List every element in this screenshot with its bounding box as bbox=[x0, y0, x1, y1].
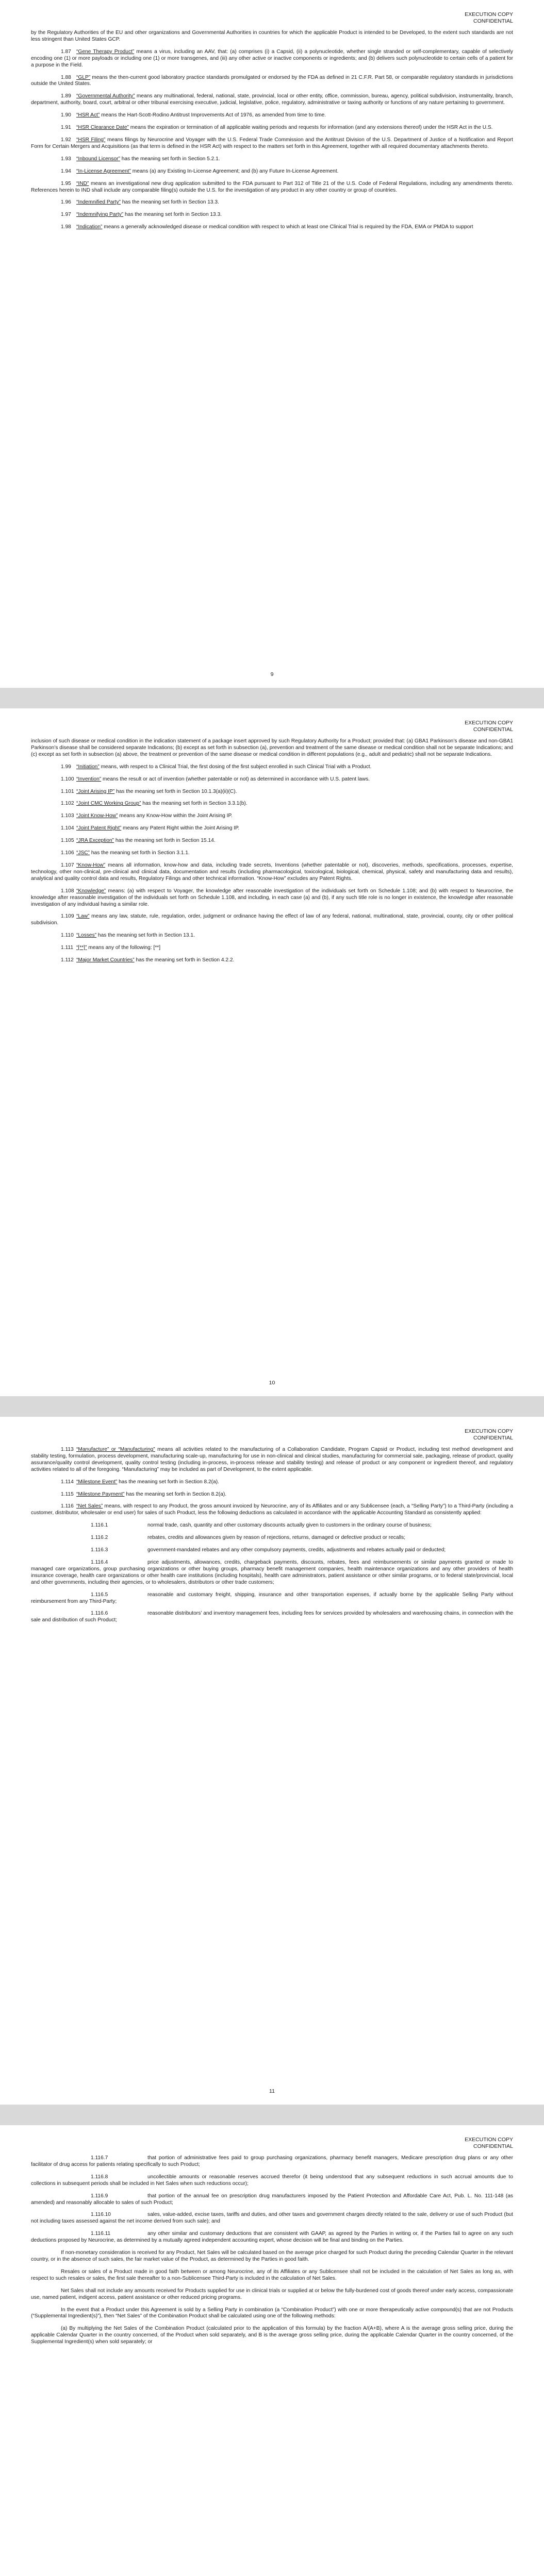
defined-term: “Joint CMC Working Group” bbox=[76, 801, 141, 807]
body-paragraph bbox=[31, 30, 513, 43]
defined-term: “Major Market Countries” bbox=[76, 957, 135, 963]
paragraph-text: means all activities related to the manufacturing of a Collaboration Candidate, Program Capsid or Product, including test method development and stability testing, formulation, process development, manufacturing scale-up, manufacturing for use in non-clinical and clinical studies, manufacturing for commercial sale, packaging, release of product, quality assurance/quality control development, quality control testing (including in-process, in-process release and stability testing) and release of product or any component or ingredient thereof, and regulatory activities related to all of the foregoing. “Manufacturing” may be included as part of Development, to the extent applicable. bbox=[31, 1447, 513, 1472]
defined-term: “IND” bbox=[76, 180, 89, 187]
sub-clause-paragraph bbox=[31, 1592, 513, 1605]
section-number: 1.93 bbox=[61, 156, 71, 162]
section-number: 1.100 bbox=[61, 776, 74, 782]
defined-term: “Joint Patent Right” bbox=[76, 825, 122, 832]
defined-term: “GLP” bbox=[76, 74, 91, 80]
page-number: 9 bbox=[270, 671, 274, 677]
paragraph-text: If non-monetary consideration is received for any Product, Net Sales will be calculated based on the average price charged for such Product during the preceding Calendar Quarter in the relevant country, or in the absence of such sales, the fair market value of the Product, as determined by the Parties in good faith. bbox=[31, 2250, 513, 2262]
definition-paragraph bbox=[31, 862, 513, 883]
definition-paragraph bbox=[31, 112, 513, 119]
defined-term: “Milestone Payment” bbox=[76, 1491, 125, 1497]
definition-paragraph bbox=[31, 212, 513, 218]
page-header bbox=[31, 720, 513, 733]
sub-clause-number: 1.116.2 bbox=[91, 1535, 108, 1541]
sub-clause-number: 1.116.11 bbox=[91, 2231, 111, 2237]
confidential-label: CONFIDENTIAL bbox=[473, 18, 513, 24]
body-paragraph bbox=[31, 2307, 513, 2320]
page-10 bbox=[0, 708, 544, 1396]
sub-clause-paragraph bbox=[31, 1611, 513, 1624]
section-number: 1.111 bbox=[61, 945, 73, 951]
definition-paragraph bbox=[31, 181, 513, 194]
paragraph-text: means, with respect to any Product, the gross amount invoiced by Neurocrine, any of its Affiliates and or any Sublicensee (each, a “Selling Party”) to a Third-Party (including a customer, distributor, wholesaler or end user) for sales of such Product, less the following deductions as calculated in accordance with the applicable Accounting Standard as consistently applied: bbox=[31, 1503, 513, 1516]
body-paragraph bbox=[31, 2288, 513, 2301]
paragraph-text: has the meaning set forth in Section 13.1. bbox=[96, 933, 195, 939]
definition-paragraph bbox=[31, 801, 513, 807]
paragraph-text: means: (a) with respect to Voyager, the knowledge after reasonable investigation of the individuals set forth on Schedule 1.108; and (b) with respect to Neurocrine, the knowledge after reasonable investigation of the individuals set forth on Schedule 1.108, and including, in each case (a) and (b), if any such title role is no longer in existence, the knowledge after reasonable investigation of any individual having a similar role. bbox=[31, 888, 513, 907]
definition-paragraph bbox=[31, 224, 513, 231]
section-number: 1.107 bbox=[61, 862, 74, 868]
defined-term: “Joint Know-How” bbox=[76, 813, 118, 819]
paragraph-text: has the meaning set forth in Section 8.2(a). bbox=[124, 1491, 227, 1497]
definition-paragraph bbox=[31, 789, 513, 795]
sub-clause-paragraph bbox=[31, 1535, 513, 1541]
section-number: 1.89 bbox=[61, 93, 71, 99]
paragraph-text: means the expiration or termination of all applicable waiting periods and requests for information (and any extensions thereof) under the HSR Act in the U.S. bbox=[128, 125, 493, 131]
section-number: 1.113 bbox=[61, 1447, 74, 1452]
definition-paragraph bbox=[31, 1503, 513, 1517]
sub-clause-paragraph bbox=[31, 2231, 513, 2244]
defined-term: “Manufacture” or “Manufacturing” bbox=[76, 1447, 155, 1452]
definition-paragraph bbox=[31, 776, 513, 783]
section-number: 1.87 bbox=[61, 48, 71, 55]
paragraph-text: has the meaning set forth in Section 5.2.1. bbox=[120, 156, 220, 162]
paragraph-text: means, with respect to a Clinical Trial, the first dosing of the first subject enrolled in such Clinical Trial with a Product. bbox=[99, 764, 372, 770]
paragraph-text: means the Hart-Scott-Rodino Antitrust Improvements Act of 1976, as amended from time to time. bbox=[100, 112, 326, 118]
defined-term: “Joint Arising IP” bbox=[76, 788, 115, 794]
definition-paragraph bbox=[31, 1479, 513, 1486]
defined-term: “JRA Exception” bbox=[76, 838, 114, 844]
section-number: 1.91 bbox=[61, 125, 71, 131]
sub-clause-number: 1.116.4 bbox=[91, 1559, 108, 1565]
paragraph-text: has the meaning set forth in Section 4.2.2. bbox=[134, 957, 235, 963]
section-number: 1.97 bbox=[61, 212, 71, 218]
body-paragraph bbox=[31, 738, 513, 758]
paragraph-text: means any Know-How within the Joint Arising IP. bbox=[118, 813, 233, 819]
sub-clause-paragraph bbox=[31, 1522, 513, 1529]
paragraph-text: Net Sales shall not include any amounts received for Products supplied for use in clinical trials or supplied at or below the fully-burdened cost of goods thereof under early access, compassionate use, named patient, indigent access, patient assistance or other reduced pricing programs. bbox=[31, 2287, 513, 2300]
defined-term: “Know-How” bbox=[76, 862, 106, 868]
defined-term: “JSC” bbox=[76, 850, 90, 856]
body-paragraph bbox=[31, 2250, 513, 2263]
defined-term: “Indemnifying Party” bbox=[76, 212, 124, 218]
page-header bbox=[31, 1428, 513, 1442]
paragraph-text: In the event that a Product under this Agreement is sold by a Selling Party in combination (a “Combination Product”) with one or more therapeutically active compound(s) that are not Products (“Supplemental Ingredient(s)”), then “Net Sales” of the Combination Product shall be calculated using one of the following methods: bbox=[31, 2307, 513, 2319]
defined-term: “Knowledge” bbox=[76, 888, 106, 894]
section-number: 1.114 bbox=[61, 1479, 74, 1485]
paragraph-text: has the meaning set forth in Section 8.2(a). bbox=[117, 1479, 219, 1485]
page-body bbox=[31, 738, 513, 964]
confidential-label: CONFIDENTIAL bbox=[473, 2143, 513, 2149]
defined-term: “Milestone Event” bbox=[76, 1479, 118, 1485]
paragraph-text: any other similar and customary deductions that are consistent with GAAP, as agreed by the Parties in writing or, if the Parties fail to agree on any such deductions proposed by Neurocrine, as determined by a mutually agreed independent accounting expert, whose decision will be final and binding on the Parties. bbox=[31, 2231, 513, 2244]
paragraph-text: means the result or act of invention (whether patentable or not) as determined in accordance with U.S. patent laws. bbox=[101, 776, 370, 782]
definition-paragraph bbox=[31, 825, 513, 832]
sub-clause-number: 1.116.9 bbox=[91, 2193, 108, 2199]
paragraph-text: rebates, credits and allowances given by reason of rejections, returns, damaged or defective product or recalls; bbox=[147, 1535, 406, 1541]
definition-paragraph bbox=[31, 93, 513, 107]
sub-clause-number: 1.116.1 bbox=[91, 1522, 108, 1529]
paragraph-text: means filings by Neurocrine and Voyager with the U.S. Federal Trade Commission and the Antitrust Division of the U.S. Department of Justice of a Notification and Report Form for Certain Mergers and Acquisitions (as that term is defined in the HSR Act) with respect to the matters set forth in this Agreement, together with all required documentary attachments thereto. bbox=[31, 137, 513, 149]
page-9 bbox=[0, 0, 544, 688]
section-number: 1.104 bbox=[61, 825, 74, 832]
definition-paragraph bbox=[31, 156, 513, 163]
definition-paragraph bbox=[31, 957, 513, 964]
section-number: 1.116 bbox=[61, 1503, 74, 1510]
paragraph-text: normal trade, cash, quantity and other customary discounts actually given to customers in the ordinary course of business; bbox=[147, 1522, 432, 1529]
defined-term: “Indication” bbox=[76, 224, 103, 230]
section-number: 1.95 bbox=[61, 180, 71, 187]
page-number: 11 bbox=[269, 2088, 275, 2094]
sub-clause-paragraph bbox=[31, 2155, 513, 2168]
definition-paragraph bbox=[31, 913, 513, 927]
definition-paragraph bbox=[31, 933, 513, 939]
body-paragraph bbox=[31, 2269, 513, 2282]
paragraph-text: (a) By multiplying the Net Sales of the Combination Product (calculated prior to the application of this formula) by the fraction A/(A+B), where A is the average gross selling price, during the applicable Calendar Quarter in the country concerned, of the Product when sold separately, and B is the average gross selling price, during the applicable Calendar Quarter in the country concerned, of the Supplemental Ingredient(s) when sold separately; or bbox=[31, 2326, 513, 2345]
section-number: 1.103 bbox=[61, 813, 74, 819]
defined-term: “In-License Agreement” bbox=[76, 168, 131, 174]
definition-paragraph bbox=[31, 168, 513, 175]
definition-paragraph bbox=[31, 945, 513, 952]
definition-paragraph bbox=[31, 1447, 513, 1473]
section-number: 1.88 bbox=[61, 74, 71, 80]
sub-clause-number: 1.116.10 bbox=[91, 2212, 111, 2218]
definition-paragraph bbox=[31, 49, 513, 69]
defined-term: “Gene Therapy Product” bbox=[76, 48, 135, 55]
sub-clause-number: 1.116.8 bbox=[91, 2174, 108, 2180]
definition-paragraph bbox=[31, 199, 513, 206]
sub-clause-number: 1.116.7 bbox=[91, 2155, 108, 2161]
paragraph-text: that portion of the annual fee on prescription drug manufacturers imposed by the Patient Protection and Affordable Care Act, Pub. L. No. 111-148 (as amended) and reasonably allocable to sales of such Product; bbox=[31, 2193, 513, 2206]
sub-clause-paragraph bbox=[31, 2212, 513, 2225]
paragraph-text: Resales or sales of a Product made in good faith between or among Neurocrine, any of its Affiliates or any Sublicensee shall not be included in the calculation of Net Sales as long as, with respect to such resales or sales, the first sale thereafter to a non-Sublicensee Third-Party is included in the calculation of Net Sales. bbox=[31, 2268, 513, 2281]
definition-paragraph bbox=[31, 888, 513, 908]
section-number: 1.115 bbox=[61, 1491, 74, 1497]
sub-clause-number: 1.116.3 bbox=[91, 1547, 108, 1553]
page-12 bbox=[0, 2125, 544, 2576]
defined-term: “Invention” bbox=[76, 776, 102, 782]
paragraph-text: means a generally acknowledged disease or medical condition with respect to which at least one Clinical Trial is required by the FDA, EMA or PMDA to support bbox=[102, 224, 473, 230]
section-number: 1.92 bbox=[61, 137, 71, 143]
defined-term: “HSR Filing” bbox=[76, 137, 106, 143]
section-number: 1.90 bbox=[61, 112, 71, 118]
paragraph-text: has the meaning set forth in Section 10.1.3(a)(ii)(C). bbox=[114, 788, 237, 794]
defined-term: “Net Sales” bbox=[76, 1503, 103, 1510]
paragraph-text: uncollectible amounts or reasonable reserves accrued therefor (it being understood that any subsequent reductions in such accrual amounts due to collections in subsequent periods shall be included in Net Sales when such reductions occur); bbox=[31, 2174, 513, 2187]
confidential-label: CONFIDENTIAL bbox=[473, 726, 513, 733]
paragraph-text: means an investigational new drug application submitted to the FDA pursuant to Part 312 of Title 21 of the U.S. Code of Federal Regulations, including any amendments thereto. References herein to IND shall include any comparable filing(s) outside the U.S. for the investigation of any product in any other country or group of countries. bbox=[31, 180, 513, 193]
sub-clause-number: 1.116.6 bbox=[91, 1611, 108, 1617]
page-header bbox=[31, 11, 513, 25]
section-number: 1.109 bbox=[61, 913, 74, 920]
defined-term: “Losses” bbox=[76, 933, 97, 939]
sub-clause-paragraph bbox=[31, 2193, 513, 2207]
section-number: 1.102 bbox=[61, 801, 74, 807]
paragraph-text: means a virus, including an AAV, that: (a) comprises (i) a Capsid, (ii) a polynucleotide, whether single stranded or self-complementary, capable of selectively encoding one (1) or more payloads or including one (1) or more transgenes, and (iii) any other active or inactive components or ingredients; and (b) delivers such polynucleotide to certain cells of a patient for a purpose in the Field. bbox=[31, 48, 514, 68]
section-number: 1.101 bbox=[61, 788, 74, 794]
defined-term: “Indemnified Party” bbox=[76, 199, 121, 206]
section-number: 1.99 bbox=[61, 764, 71, 770]
definition-paragraph bbox=[31, 813, 513, 820]
paragraph-text: means any multinational, federal, national, state, provincial, local or other entity, office, commission, bureau, agency, political subdivision, instrumentality, branch, department, authority, board, court, arbitral or other tribunal exercising executive, judicial, legislative, police, regulatory, administrative or taxing authority or functions of any nature pertaining to government. bbox=[31, 93, 513, 106]
definition-paragraph bbox=[31, 838, 513, 844]
paragraph-text: means any law, statute, rule, regulation, order, judgment or ordinance having the effect of law of any federal, national, multinational, state, provincial, county, city or other political subdivision. bbox=[31, 913, 513, 926]
defined-term: “Initiation” bbox=[76, 764, 100, 770]
execution-copy-label: EXECUTION COPY bbox=[465, 720, 513, 726]
paragraph-text: means any of the following: [**] bbox=[87, 945, 161, 951]
paragraph-text: price adjustments, allowances, credits, chargeback payments, discounts, rebates, fees and reimbursements or similar payments granted or made to managed care organizations, group purchasing organizations or other buying groups, pharmacy benefit management companies, health maintenance organizations and any other providers of health insurance coverage, health care organizations or other health care institutions (including hospitals), health care administrators, patient assistance or other similar programs, or to federal state/provincial, local and other governments, including their agencies, or to wholesalers, distributors or other trade customers; bbox=[31, 1559, 513, 1585]
paragraph-text: sales, value-added, excise taxes, tariffs and duties, and other taxes and government charges directly related to the sale, delivery or use of such Product (but not including taxes assessed against the net income derived from such sale); and bbox=[31, 2212, 513, 2225]
page-11 bbox=[0, 1417, 544, 2105]
section-number: 1.105 bbox=[61, 838, 74, 844]
defined-term: “HSR Act” bbox=[76, 112, 100, 118]
paragraph-text: means the then-current good laboratory practice standards promulgated or endorsed by the FDA as defined in 21 C.F.R. Part 58, or comparable regulatory standards in jurisdictions outside the United States. bbox=[31, 74, 513, 87]
page-body bbox=[31, 2155, 513, 2346]
sub-clause-paragraph bbox=[31, 1547, 513, 1554]
page-header bbox=[31, 2137, 513, 2150]
definition-paragraph bbox=[31, 125, 513, 131]
definition-paragraph bbox=[31, 75, 513, 88]
sub-clause-paragraph bbox=[31, 1560, 513, 1586]
paragraph-text: reasonable distributors’ and inventory management fees, including fees for services provided by wholesalers and warehousing chains, in connection with the sale and distribution of such Product; bbox=[31, 1611, 513, 1623]
page-number: 10 bbox=[269, 1380, 275, 1386]
section-number: 1.96 bbox=[61, 199, 71, 206]
sub-clause-paragraph bbox=[31, 2174, 513, 2188]
paragraph-text: has the meaning set forth in Section 3.1.1. bbox=[90, 850, 190, 856]
definition-paragraph bbox=[31, 850, 513, 857]
paragraph-text: reasonable and customary freight, shipping, insurance and other transportation expenses, if actually borne by the applicable Selling Party without reimbursement from any Third-Party; bbox=[31, 1591, 513, 1604]
definition-paragraph bbox=[31, 764, 513, 771]
page-body bbox=[31, 1447, 513, 1624]
section-number: 1.108 bbox=[61, 888, 74, 894]
paragraph-text: has the meaning set forth in Section 15.14. bbox=[114, 838, 216, 844]
paragraph-text: has the meaning set forth in Section 3.3.1(b). bbox=[141, 801, 248, 807]
paragraph-text: has the meaning set forth in Section 13.3. bbox=[121, 199, 219, 206]
paragraph-text: has the meaning set forth in Section 13.3. bbox=[123, 212, 222, 218]
section-number: 1.98 bbox=[61, 224, 71, 230]
defined-term: “Inbound Licensor” bbox=[76, 156, 120, 162]
paragraph-text: means all information, know-how and data, including trade secrets, Inventions (whether patentable or not), discoveries, methods, specifications, processes, expertise, technology, other non-clinical, pre-clinical and clinical data, documentation and results (including pharmacological, toxicological, biological, chemical, physical, safety and manufacturing data and results), analytical and quality control data and results, Regulatory Filings and other technical information. “Know-How” excludes any Patent Rights. bbox=[31, 862, 513, 882]
section-number: 1.94 bbox=[61, 168, 71, 174]
section-number: 1.106 bbox=[61, 850, 74, 856]
section-number: 1.110 bbox=[61, 933, 74, 939]
page-body bbox=[31, 30, 513, 231]
execution-copy-label: EXECUTION COPY bbox=[465, 2137, 513, 2143]
paragraph-text: inclusion of such disease or medical condition in the indication statement of a package insert approved by such Regulatory Authority for a Product; provided that: (a) GBA1 Parkinson’s disease and non-GBA1 Parkinson’s disease shall be considered separate Indications; (b) except as set forth in subsection (a), prevention and treatment of the same disease or medical condition shall not be separate Indications; and (c) except as set forth in subsection (a) above, the treatment or prevention of the same disease or medical condition in different populations (e.g., adult and pediatric) shall not be separate Indications. bbox=[31, 738, 513, 757]
execution-copy-label: EXECUTION COPY bbox=[465, 11, 513, 18]
execution-copy-label: EXECUTION COPY bbox=[465, 1428, 513, 1434]
defined-term: “[**]” bbox=[76, 945, 87, 951]
defined-term: “Law” bbox=[76, 913, 90, 920]
defined-term: “HSR Clearance Date” bbox=[76, 125, 129, 131]
paragraph-text: government-mandated rebates and any other compulsory payments, credits, adjustments and rebates actually paid or deducted; bbox=[147, 1547, 446, 1553]
paragraph-text: means any Patent Right within the Joint Arising IP. bbox=[121, 825, 240, 832]
confidential-label: CONFIDENTIAL bbox=[473, 1435, 513, 1441]
definition-paragraph bbox=[31, 1492, 513, 1498]
defined-term: “Governmental Authority” bbox=[76, 93, 135, 99]
sub-clause-number: 1.116.5 bbox=[91, 1591, 108, 1598]
definition-paragraph bbox=[31, 137, 513, 150]
body-paragraph bbox=[31, 2326, 513, 2346]
section-number: 1.112 bbox=[61, 957, 74, 963]
paragraph-text: that portion of administrative fees paid to group purchasing organizations, pharmacy benefit managers, Medicare prescription drug plans or any other facilitator of drug access for patients relating specifically to such Product; bbox=[31, 2155, 513, 2167]
paragraph-text: by the Regulatory Authorities of the EU and other organizations and Governmental Authorities in countries for which the applicable Product is intended to be Developed, to the extent such standards are not less stringent than United States GCP. bbox=[31, 30, 513, 42]
paragraph-text: means (a) any Existing In-License Agreement; and (b) any Future In-License Agreement. bbox=[130, 168, 339, 174]
